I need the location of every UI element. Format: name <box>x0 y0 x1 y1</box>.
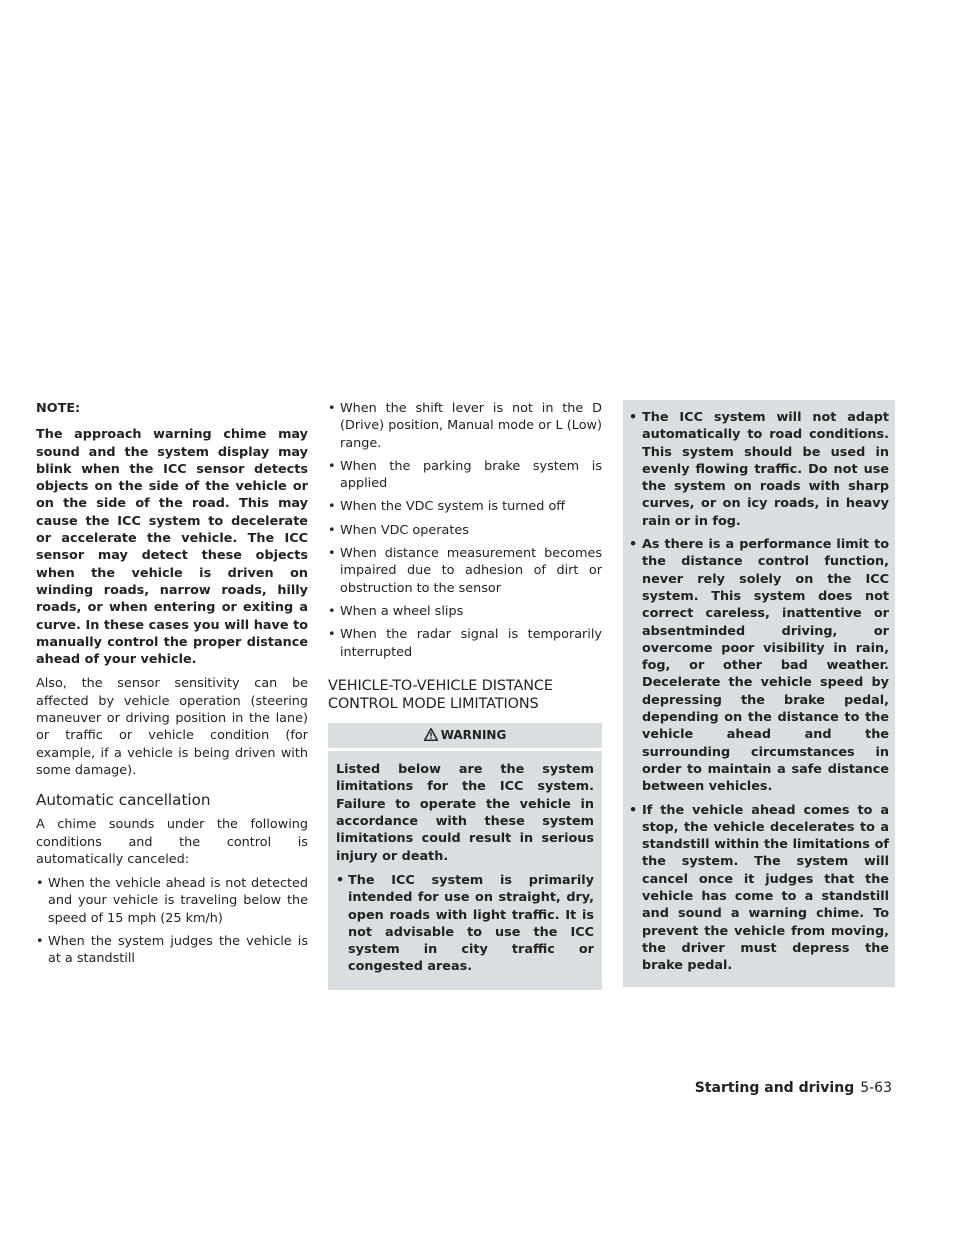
cancellation-intro: A chime sounds under the following conditions and the control is automatically canceled: <box>36 817 308 867</box>
sensitivity-paragraph: Also, the sensor sensitivity can be affected by vehicle operation (steering maneuver or driving position in the lane) or traffic or vehicle condition (for example, if a vehicle is being driven with some damage). <box>36 676 308 778</box>
list-item: • If the vehicle ahead comes to a stop, the vehicle decelerates to a standstill within the limitations of the system. The system will cancel once it judges that the vehicle has come to a standstill and sound a warning chime. To prevent the vehicle from moving, the driver must depress the brake pedal. <box>629 802 889 975</box>
warning-triangle-icon <box>424 728 441 742</box>
section-title: Starting and driving <box>694 1080 855 1096</box>
cancellation-list-continued <box>328 400 602 661</box>
warning-label: WARNING <box>440 727 507 742</box>
list-item: • When the shift lever is not in the D (Drive) position, Manual mode or L (Low) range. <box>328 400 602 452</box>
list-item: • When the parking brake system is applied <box>328 458 602 493</box>
warning-list <box>336 872 594 976</box>
list-item: • When distance measurement becomes impaired due to adhesion of dirt or obstruction to the sensor <box>328 545 602 597</box>
warning-box-continued <box>623 400 895 987</box>
list-item: • When the system judges the vehicle is at a standstill <box>36 933 308 968</box>
list-item: • The ICC system will not adapt automatically to road conditions. This system should be used in evenly flowing traffic. Do not use the system on roads with sharp curves, or on icy roads, in heavy rain or in fog. <box>629 409 889 530</box>
page-number: 5-63 <box>860 1080 892 1096</box>
list-item: • When VDC operates <box>328 522 602 539</box>
cancellation-list <box>36 875 308 967</box>
page-footer <box>695 1079 892 1097</box>
column-1 <box>36 400 308 974</box>
warning-header <box>328 723 602 748</box>
warning-box <box>328 751 602 990</box>
warning-list-continued <box>629 409 889 975</box>
limitations-heading: VEHICLE-TO-VEHICLE DISTANCE CONTROL MODE LIMITATIONS <box>328 677 553 712</box>
warning-intro: Listed below are the system limitations for the ICC system. Failure to operate the vehicle in accordance with these system limitations could result in serious injury or death. <box>336 762 594 864</box>
list-item: • The ICC system is primarily intended for use on straight, dry, open roads with light traffic. It is not advisable to use the ICC system in city traffic or congested areas. <box>336 872 594 976</box>
list-item: • When the radar signal is temporarily interrupted <box>328 626 602 661</box>
list-item: • When the vehicle ahead is not detected and your vehicle is traveling below the speed of 15 mph (25 km/h) <box>36 875 308 927</box>
list-item: • When a wheel slips <box>328 603 602 620</box>
column-2 <box>328 400 602 990</box>
automatic-cancellation-heading: Automatic cancellation <box>36 791 211 810</box>
note-label: NOTE: <box>36 401 81 416</box>
list-item: • As there is a performance limit to the distance control function, never rely solely on the ICC system. This system does not correct careless, inattentive or absentminded driving, or overcome poor visibility in rain, fog, or other bad weather. Decelerate the vehicle speed by depressing the brake pedal, depending on the distance to the vehicle ahead and the surrounding circumstances in order to maintain a safe distance between vehicles. <box>629 536 889 795</box>
note-text: The approach warning chime may sound and the system display may blink when the ICC sensor detects objects on the side of the vehicle or on the side of the road. This may cause the ICC system to decelerate or accelerate the vehicle. The ICC sensor may detect these objects when the vehicle is driven on winding roads, narrow roads, hilly roads, or when entering or exiting a curve. In these cases you will have to manually control the proper distance ahead of your vehicle. <box>36 427 308 668</box>
column-3 <box>623 400 895 987</box>
list-item: • When the VDC system is turned off <box>328 498 602 515</box>
